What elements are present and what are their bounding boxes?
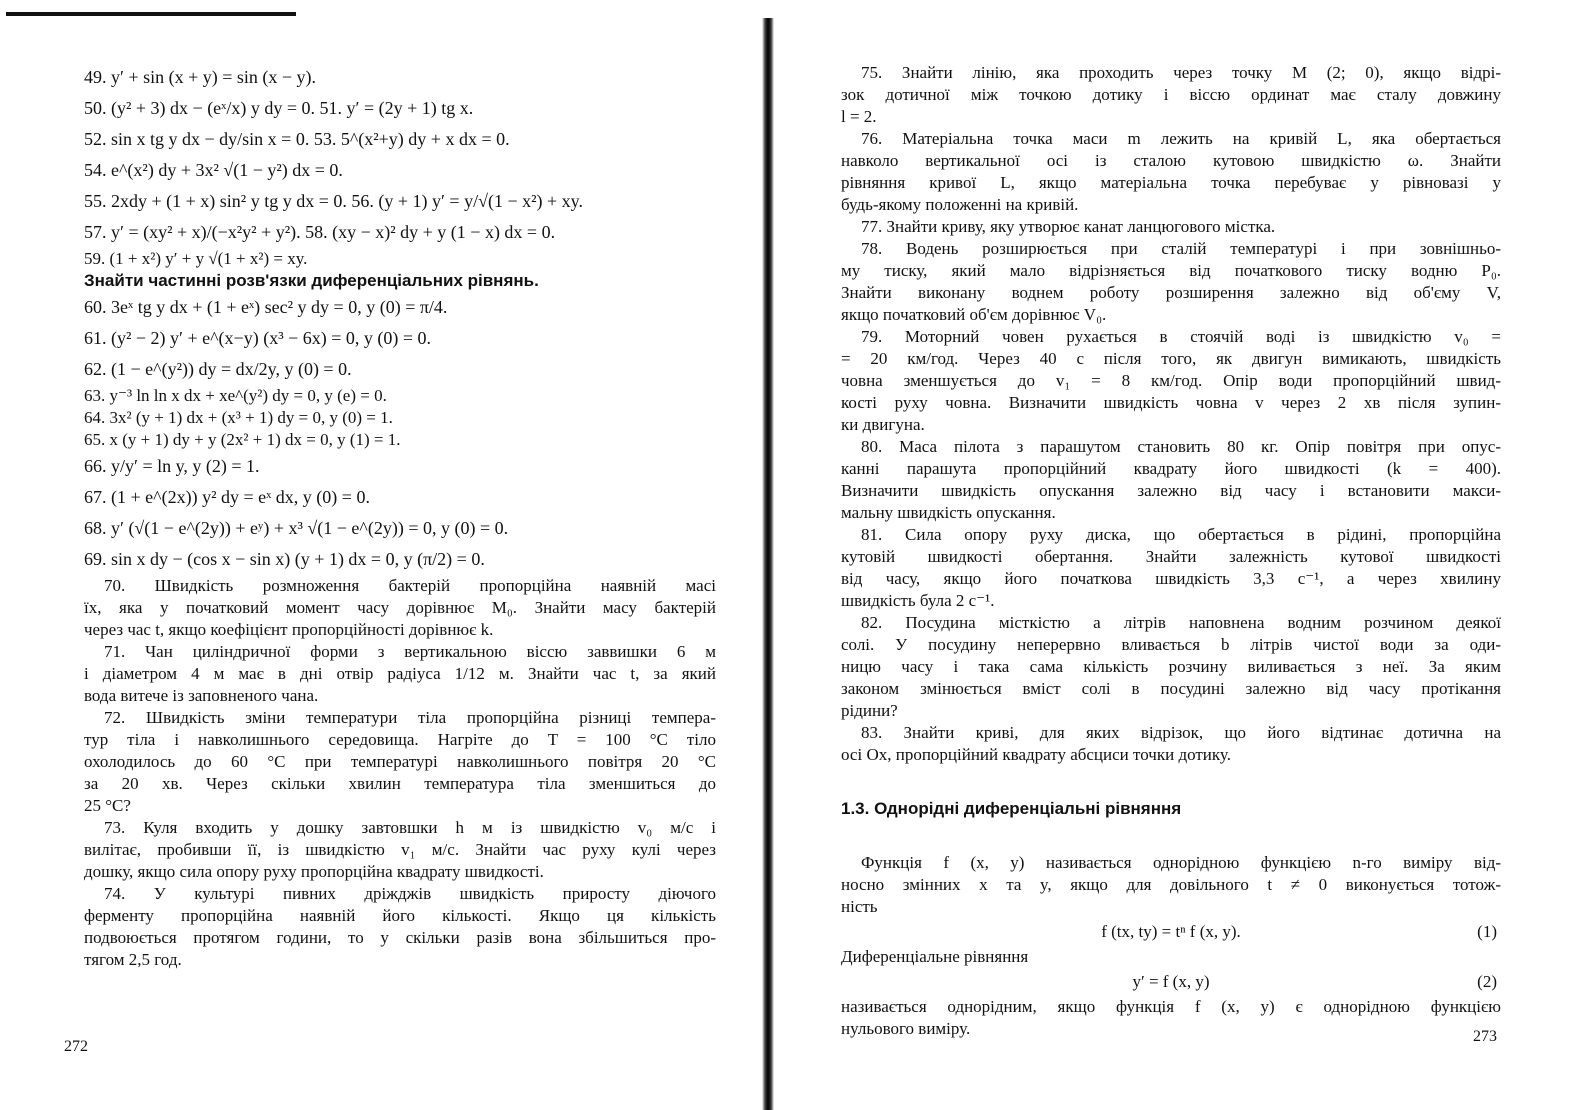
problem-72-line: 25 °C? xyxy=(84,796,131,815)
problem-76-line: будь-якому положенні на кривій. xyxy=(841,195,1079,214)
problem-72-line: за 20 хв. Через скільки хвилин температура тіла зменшиться до xyxy=(84,774,716,793)
book-spine-shadow xyxy=(762,18,774,1110)
exercise-57-58: 57. y′ = (xy² + x)/(−x²y² + y²). 58. (xy − x)² dy + y (1 − x) dx = 0. xyxy=(84,222,556,242)
exercise-64: 64. 3x² (y + 1) dx + (x³ + 1) dy = 0, y (0) = 1. xyxy=(84,408,393,427)
problem-82-line: солі. У посудину неперервно вливається b літрів чистої води за оди- xyxy=(841,635,1501,654)
problem-73-line: 73. Куля входить у дошку завтовшки h м із швидкістю v₀ м/с і xyxy=(104,818,716,837)
differential-equation-label: Диференціальне рівняння xyxy=(841,947,1029,966)
problem-74-line: тягом 2,5 год. xyxy=(84,950,182,969)
problem-70-line: через час t, якщо коефіцієнт пропорційності дорівнює k. xyxy=(84,620,494,639)
exercise-52-53: 52. sin x tg y dx − dy/sin x = 0. 53. 5^(x²+y) dy + x dx = 0. xyxy=(84,129,510,149)
scan-edge-rule xyxy=(6,12,296,16)
problem-79-line: = 20 км/год. Через 40 с після того, як двигун вимикають, швидкість xyxy=(841,349,1501,368)
problem-82-line: ницю часу і така сама кількість розчину виливається з неї. За яким xyxy=(841,657,1501,676)
equation-1-number: (1) xyxy=(1477,922,1497,941)
problem-71-line: 71. Чан циліндричної форми з вертикальною віссю заввишки 6 м xyxy=(104,642,716,661)
problem-72-line: 72. Швидкість зміни температури тіла пропорційна різниці темпера- xyxy=(104,708,716,727)
problem-74-line: подвоюється протягом години, то у скільки разів вона збільшиться про- xyxy=(84,928,716,947)
particular-solutions-heading: Знайти частинні розв'язки диференціальних рівнянь. xyxy=(84,271,539,290)
equation-2-formula: y′ = f (x, y) xyxy=(1132,972,1210,991)
problem-71-line: і діаметром 4 м має в дні отвір радіуса 1/12 м. Знайти час t, за який xyxy=(84,664,716,683)
problem-82-line: законом змінюється вміст солі в посудині залежно від часу протікання xyxy=(841,679,1501,698)
problem-79-line: ки двигуна. xyxy=(841,415,925,434)
problem-75-line: 75. Знайти лінію, яка проходить через точку M (2; 0), якщо відрі- xyxy=(861,63,1501,82)
exercise-68: 68. y′ (√(1 − e^(2y)) + eʸ) + x³ √(1 − e^(2y)) = 0, y (0) = 0. xyxy=(84,518,509,538)
exercise-62: 62. (1 − e^(y²)) dy = dx/2y, y (0) = 0. xyxy=(84,359,352,379)
problem-83-line: 83. Знайти криві, для яких відрізок, що його відтинає дотична на xyxy=(861,723,1501,742)
problem-83-line: осі Ox, пропорційний квадрату абсциси точки дотику. xyxy=(841,745,1231,764)
page-number-right: 273 xyxy=(1473,1028,1497,1045)
problem-81-line: кутовій швидкості обертання. Знайти залежність кутової швидкості xyxy=(841,547,1501,566)
problem-76-line: рівняння кривої L, якщо матеріальна точка перебуває у рівновазі у xyxy=(841,173,1501,192)
equation-2 xyxy=(841,968,1501,996)
problem-79-line: 79. Моторний човен рухається в стоячій воді із швидкістю v₀ = xyxy=(861,327,1501,346)
exercise-65: 65. x (y + 1) dy + y (2x² + 1) dx = 0, y (1) = 1. xyxy=(84,430,401,449)
problem-72-line: тур тіла і навколишнього середовища. Нагріте до T = 100 °C тіло xyxy=(84,730,716,749)
problem-82-line: 82. Посудина місткістю a літрів наповнена водним розчином деякої xyxy=(861,613,1501,632)
exercise-63: 63. y⁻³ ln ln x dx + xe^(y²) dy = 0, y (e) = 0. xyxy=(84,386,387,405)
problem-70-line: їх, яка у початковий момент часу дорівнює M₀. Знайти масу бактерій xyxy=(84,598,716,617)
problem-78-line: якщо початковий об'єм дорівнює V₀. xyxy=(841,305,1107,324)
problem-73-line: дошку, якщо сила опору руху пропорційна квадрату швидкості. xyxy=(84,862,544,881)
problem-78-line: му тиску, який мало відрізняється від початкового тиску водню P₀. xyxy=(841,261,1501,280)
page-number-left: 272 xyxy=(64,1038,88,1055)
problem-80-line: мальну швидкість опускання. xyxy=(841,503,1056,522)
equation-1-formula: f (tx, ty) = tⁿ f (x, y). xyxy=(1101,922,1241,941)
equation-1 xyxy=(841,918,1501,946)
problem-72-line: охолодилось до 60 °C при температурі навколишнього повітря 20 °C xyxy=(84,752,716,771)
problem-70-line: 70. Швидкість розмноження бактерій пропорційна наявній масі xyxy=(104,576,716,595)
closing-line: називається однорідним, якщо функція f (x, y) є однорідною функцією xyxy=(841,997,1501,1016)
problem-76-line: 76. Матеріальна точка маси m лежить на кривій L, яка обертається xyxy=(861,129,1501,148)
exercise-66: 66. y/y′ = ln y, y (2) = 1. xyxy=(84,456,260,476)
definition-line: Функція f (x, y) називається однорідною функцією n-го виміру від- xyxy=(861,853,1501,872)
problem-76-line: навколо вертикальної осі із сталою кутовою швидкістю ω. Знайти xyxy=(841,151,1501,170)
exercise-54: 54. e^(x²) dy + 3x² √(1 − y²) dx = 0. xyxy=(84,160,343,180)
section-heading: 1.3. Однорідні диференціальні рівняння xyxy=(841,799,1182,818)
problem-80-line: Визначити швидкість опускання залежно від часу і встановити макси- xyxy=(841,481,1501,500)
problem-79-line: кості руху човна. Визначити швидкість човна v через 2 хв після зупин- xyxy=(841,393,1501,412)
definition-line: ність xyxy=(841,897,878,916)
exercise-61: 61. (y² − 2) y′ + e^(x−y) (x³ − 6x) = 0, y (0) = 0. xyxy=(84,328,432,348)
exercise-69: 69. sin x dy − (cos x − sin x) (y + 1) dx = 0, y (π/2) = 0. xyxy=(84,549,485,569)
exercise-67: 67. (1 + e^(2x)) y² dy = eˣ dx, y (0) = 0. xyxy=(84,487,370,507)
problem-78-line: 78. Водень розширюється при сталій температурі і при зовнішньо- xyxy=(861,239,1501,258)
exercise-55-56: 55. 2xdy + (1 + x) sin² y tg y dx = 0. 56. (y + 1) y′ = y/√(1 − x²) + xy. xyxy=(84,191,583,211)
problem-79-line: човна зменшується до v₁ = 8 км/год. Опір води пропорційний швид- xyxy=(841,371,1501,390)
definition-line: носно змінних x та y, якщо для довільного t ≠ 0 виконується тотож- xyxy=(841,875,1501,894)
problem-81-line: швидкість була 2 с⁻¹. xyxy=(841,591,995,610)
exercise-60: 60. 3eˣ tg y dx + (1 + eˣ) sec² y dy = 0, y (0) = π/4. xyxy=(84,297,448,317)
right-page xyxy=(841,62,1501,1040)
problem-81-line: від часу, якщо його початкова швидкість 3,3 с⁻¹, а через хвилину xyxy=(841,569,1501,588)
exercise-50-51: 50. (y² + 3) dx − (eˣ/x) y dy = 0. 51. y′ = (2y + 1) tg x. xyxy=(84,98,474,118)
left-page xyxy=(84,62,716,971)
equation-2-number: (2) xyxy=(1477,972,1497,991)
problem-74-line: 74. У культурі пивних дріжджів швидкість приросту діючого xyxy=(104,884,716,903)
problem-74-line: ферменту пропорційна наявній його кількості. Якщо ця кількість xyxy=(84,906,716,925)
exercise-49: 49. y′ + sin (x + y) = sin (x − y). xyxy=(84,67,317,87)
problem-81-line: 81. Сила опору руху диска, що обертається в рідині, пропорційна xyxy=(861,525,1501,544)
exercise-59: 59. (1 + x²) y′ + y √(1 + x²) = xy. xyxy=(84,249,308,268)
problem-78-line: Знайти виконану воднем роботу розширення залежно від об'єму V, xyxy=(841,283,1501,302)
problem-80-line: канні парашута пропорційний квадрату його швидкості (k = 400). xyxy=(841,459,1501,478)
problem-73-line: вилітає, пробивши її, із швидкістю v₁ м/с. Знайти час руху кулі через xyxy=(84,840,716,859)
closing-line: нульового виміру. xyxy=(841,1019,971,1038)
problem-71-line: вода витече із заповненого чана. xyxy=(84,686,319,705)
problem-82-line: рідини? xyxy=(841,701,898,720)
problem-75-line: зок дотичної між точкою дотику і віссю ординат має сталу довжину xyxy=(841,85,1501,104)
problem-75-line: l = 2. xyxy=(841,107,877,126)
problem-80-line: 80. Маса пілота з парашутом становить 80 кг. Опір повітря при опус- xyxy=(861,437,1501,456)
problem-77-line: 77. Знайти криву, яку утворює канат ланцюгового містка. xyxy=(861,217,1276,236)
